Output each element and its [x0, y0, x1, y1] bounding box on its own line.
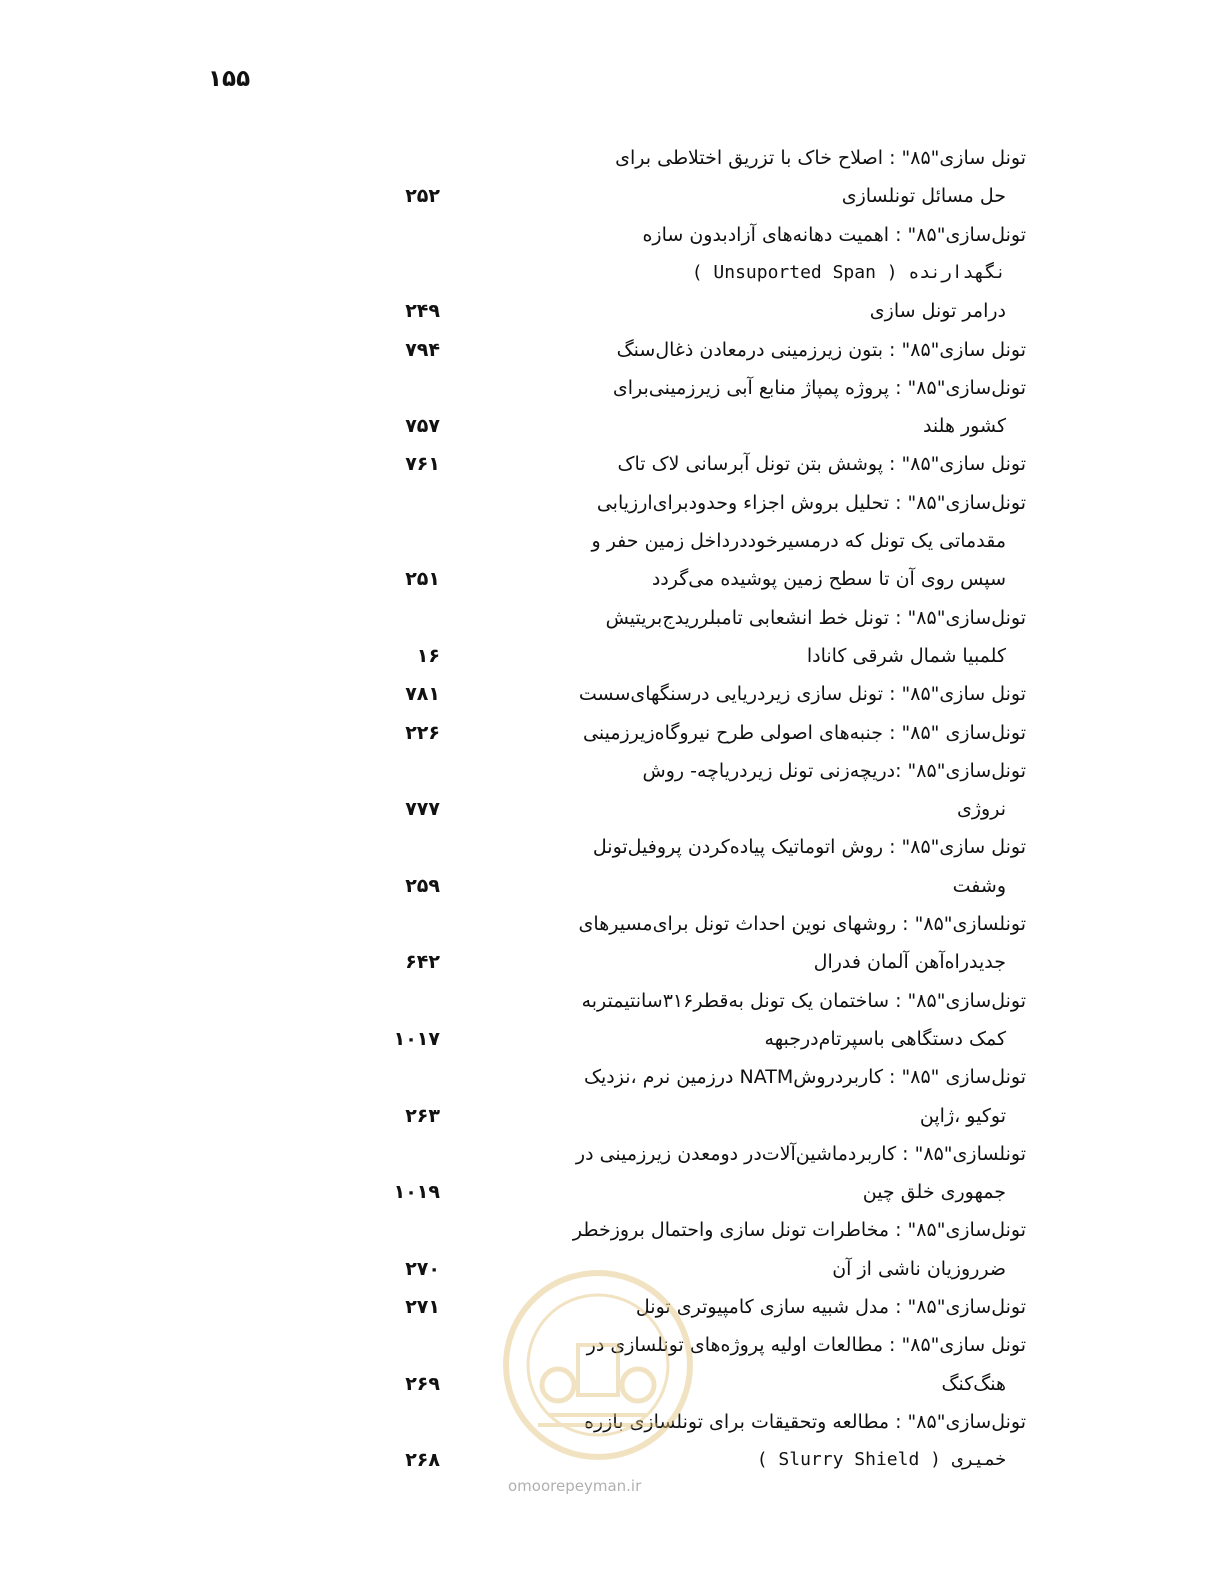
page-number: ۱۵۵ [208, 66, 251, 92]
toc-entry-page: ۲۴۹ [405, 300, 440, 322]
toc-entry-page: ۶۴۲ [405, 951, 440, 973]
toc-entry-page: ۲۷۰ [405, 1258, 440, 1280]
toc-entry-page: ۲۶۸ [405, 1449, 440, 1471]
toc-entry-text: خمیری ( Slurry Shield ) [756, 1449, 1006, 1470]
toc-entry-text: تونل‌سازی"۸۵" : مطالعه وتحقیقات برای تونلسازی بازره [584, 1411, 1026, 1433]
toc-entry-text: جدیدراه‌آهن آلمان فدرال [813, 951, 1006, 973]
toc-entry-text: ضرروزیان ناشی از آن [832, 1258, 1006, 1280]
toc-entry-text: هنگ‌کنگ [941, 1373, 1006, 1395]
toc-entry-text: تونل سازی"۸۵" : روش اتوماتیک پیاده‌کردن پروفیل‌تونل [592, 836, 1026, 858]
toc-entry-text: کلمبیا شمال شرقی کانادا [806, 645, 1006, 667]
toc-entry-text: تونل‌سازی"۸۵" : تونل خط انشعابی تامبلرریدج‌بریتیش [605, 607, 1026, 629]
toc-entry-text: کشور هلند [922, 415, 1006, 437]
toc-entry-text: وشفت [952, 875, 1006, 897]
toc-entry-page: ۷۵۷ [405, 415, 440, 437]
toc-entry-text: تونل‌سازی"۸۵" :دریچه‌زنی تونل زیردریاچه- روش [642, 760, 1026, 782]
toc-entry-page: ۲۵۹ [405, 875, 440, 897]
toc-entry-page: ۱۶ [416, 645, 440, 667]
toc-entry-text: تونل‌سازی"۸۵" : مخاطرات تونل سازی واحتمال بروزخطر [572, 1219, 1026, 1241]
toc-entry-text: تونل‌سازی"۸۵" : ساختمان یک تونل به‌قطر۳۱۶سانتیمتربه [581, 990, 1026, 1012]
watermark-text: omoorepeyman.ir [508, 1477, 642, 1495]
toc-entry-text: سپس روی آن تا سطح زمین پوشیده می‌گردد [651, 568, 1006, 590]
toc-entry-text: تونل‌سازی"۸۵" : مدل شبیه سازی کامپیوتری تونل [635, 1296, 1026, 1318]
toc-entry-page: ۲۷۱ [405, 1296, 440, 1318]
toc-entry-text: تونل‌سازی "۸۵" : کاربردروش‌NATM درزمین نرم ،نزدیک [584, 1066, 1026, 1088]
toc-entry-page: ۲۵۱ [405, 568, 440, 590]
toc-entry-text: حل مسائل تونلسازی [841, 185, 1006, 207]
toc-entry-page: ۷۸۱ [405, 683, 440, 705]
toc-entry-text: درامر تونل سازی [869, 300, 1006, 322]
toc-entry-page: ۲۵۲ [405, 185, 440, 207]
toc-entry-page: ۲۶۹ [405, 1373, 440, 1395]
toc-entry-text: توکیو ،ژاپن [919, 1105, 1006, 1127]
toc-entry-text: تونل‌سازی "۸۵" : جنبه‌های اصولی طرح نیروگاه‌زیرزمینی [583, 722, 1026, 744]
toc-entry-text: تونل سازی"۸۵" : بتون زیرزمینی درمعادن ذغال‌سنگ [616, 339, 1026, 361]
toc-entry-page: ۱۰۱۷ [393, 1028, 440, 1050]
toc-entry-text: تونل‌سازی"۸۵" : اهمیت دهانه‌های آزادبدون سازه [642, 224, 1026, 246]
toc-entry-text: تونلسازی"۸۵" : کاربردماشین‌آلات‌در دومعدن زیرزمینی در [575, 1143, 1026, 1165]
toc-entry-text: جمهوری خلق چین [862, 1181, 1006, 1203]
toc-entry-page: ۷۷۷ [405, 798, 440, 820]
toc-entry-page: ۷۹۴ [405, 339, 440, 361]
toc-entry-page: ۱۰۱۹ [393, 1181, 440, 1203]
toc-entry-text: تونل سازی"۸۵" : مطالعات اولیه پروژه‌های تونلسازی در [586, 1334, 1026, 1356]
toc-entry-text: نروژی [957, 798, 1006, 820]
toc-entry-page: ۷۶۱ [405, 453, 440, 475]
toc-entry-text: تونل سازی"۸۵" : تونل سازی زیردریایی درسنگهای‌سست [578, 683, 1026, 705]
toc-entry-text: نگهدارنده ( Unsuported Span ) [691, 262, 1006, 283]
toc-entry-text: کمک دستگاهی باسپرتام‌درجبهه [764, 1028, 1006, 1050]
toc-entry-text: تونلسازی"۸۵" : روشهای نوین احداث تونل برای‌مسیرهای [578, 913, 1026, 935]
toc-entry-text: تونل‌سازی"۸۵" : پروژه پمپاژ منابع آبی زیرزمینی‌برای [612, 377, 1026, 399]
toc-entry-page: ۲۶۳ [405, 1105, 440, 1127]
toc-entry-page: ۲۲۶ [405, 722, 440, 744]
toc-entry-text: تونل سازی"۸۵" : پوشش بتن تونل آبرسانی لاک تاک [617, 453, 1026, 475]
toc-entry-text: تونل‌سازی"۸۵" : تحلیل بروش اجزاء وحدودبرای‌ارزیابی [596, 492, 1026, 514]
toc-entry-text: تونل سازی"۸۵" : اصلاح خاک با تزریق اختلاطی برای [615, 147, 1026, 169]
toc-entry-text: مقدماتی یک تونل که درمسیرخوددرداخل زمین حفر و [591, 530, 1006, 552]
